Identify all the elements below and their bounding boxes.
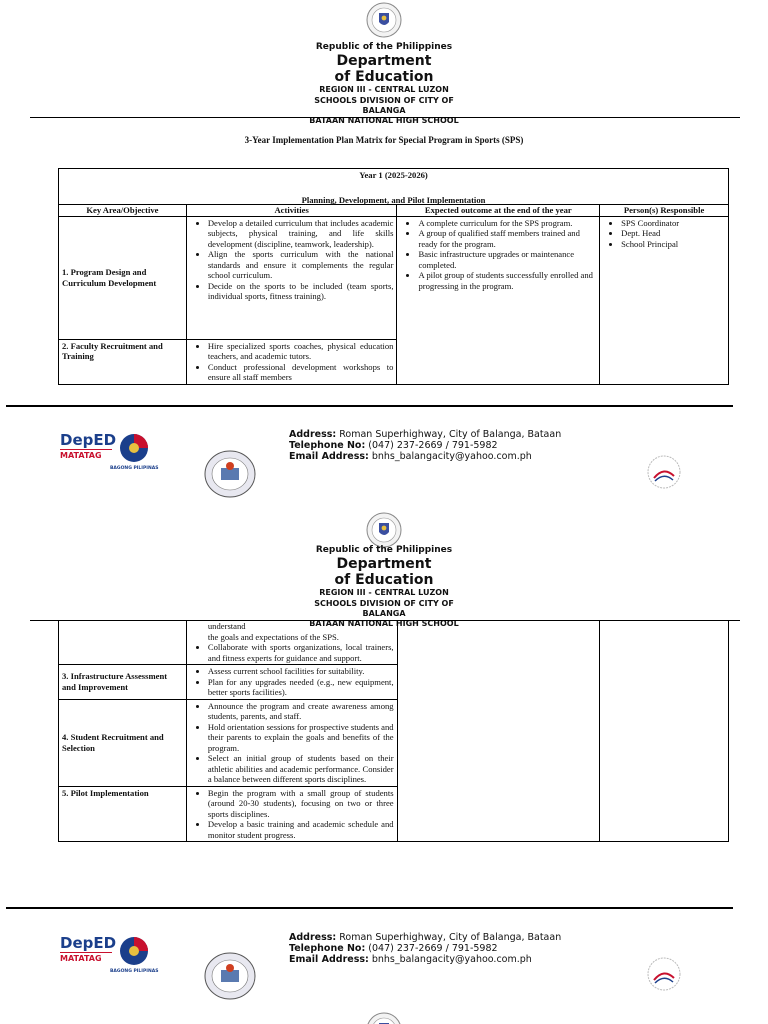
deped-matatag-logo: DepED MATATAG bbox=[60, 431, 117, 460]
list-item: • Assess current school facilities for suitability. bbox=[208, 666, 394, 677]
year-header bbox=[59, 169, 729, 205]
year-label: Year 1 (2025-2026) bbox=[359, 170, 428, 180]
list-item: • SPS Coordinator bbox=[621, 218, 725, 229]
key-area-cell: 1. Program Design and Curriculum Development bbox=[59, 216, 187, 339]
plan-table-page2 bbox=[58, 620, 729, 842]
col-outcome: Expected outcome at the end of the year bbox=[397, 205, 600, 217]
footer-email: bnhs_balangacity@yahoo.com.ph bbox=[371, 954, 532, 965]
region-text: REGION III - CENTRAL LUZON bbox=[319, 85, 449, 94]
footer-phone: (047) 237-2669 / 791-5982 bbox=[368, 943, 498, 954]
column-header-row bbox=[59, 205, 729, 217]
footer-address: Roman Superhighway, City of Balanga, Bataan bbox=[339, 932, 562, 943]
bagong-pilipinas-icon bbox=[114, 430, 154, 470]
division-line2-page2: BALANGA bbox=[362, 609, 406, 618]
list-item: • Decide on the sports to be included (team sports, individual sports, fitness training). bbox=[208, 281, 394, 302]
activities-cell bbox=[186, 699, 397, 786]
footer-address: Roman Superhighway, City of Balanga, Bataan bbox=[339, 429, 562, 440]
bagong-pilipinas-text: BAGONG PILIPINAS bbox=[110, 466, 159, 471]
division-line2: BALANGA bbox=[362, 106, 406, 115]
list-item: • Basic infrastructure upgrades or maintenance completed. bbox=[418, 249, 596, 270]
bagong-pilipinas-icon-page2 bbox=[114, 933, 154, 973]
activities-cell bbox=[186, 339, 397, 384]
footer-contact: Address: Roman Superhighway, City of Balanga, Bataan Telephone No: (047) 237-2669 / 791-5982 Email Address: bnhs_balangacity@yahoo.com.ph bbox=[289, 429, 562, 462]
list-item: • Hire specialized sports coaches, physical education teachers, and academic tutors. bbox=[208, 341, 394, 362]
bagong-pilipinas-text-page2: BAGONG PILIPINAS bbox=[110, 969, 159, 974]
key-area-cell: 3. Infrastructure Assessment and Improvement bbox=[59, 665, 187, 700]
list-item: • Align the sports curriculum with the national standards and ensure it complements the regular school curriculum. bbox=[208, 249, 394, 281]
republic-text-page2: Republic of the Philippines bbox=[315, 545, 453, 555]
list-item: • Develop a basic training and academic schedule and monitor student progress. bbox=[208, 819, 394, 840]
school-seal-icon bbox=[204, 450, 256, 498]
table-row bbox=[59, 620, 729, 665]
footer-contact-page2: Address: Roman Superhighway, City of Balanga, Bataan Telephone No: (047) 237-2669 / 791-5982 Email Address: bnhs_balangacity@yahoo.com.ph bbox=[289, 932, 562, 965]
deped-seal-icon bbox=[366, 2, 402, 38]
deped-matatag-logo-page2: DepED MATATAG bbox=[60, 934, 117, 963]
department-title: Department of Education bbox=[334, 53, 434, 85]
list-item: • Select an initial group of students based on their athletic abilities and academic performance. Consider a balance between different sports disciplines. bbox=[208, 753, 394, 785]
list-item: • A group of qualified staff members trained and ready for the program. bbox=[418, 228, 596, 249]
list-item: • Collaborate with sports organizations, local trainers, and fitness experts for guidance and support. bbox=[208, 642, 394, 663]
school-name-page2: BATAAN NATIONAL HIGH SCHOOL bbox=[309, 619, 459, 628]
division-line1-page2: SCHOOLS DIVISION OF CITY OF bbox=[314, 599, 454, 608]
phase-label: Planning, Development, and Pilot Implementation bbox=[301, 194, 486, 205]
school-seal-icon-page2 bbox=[204, 952, 256, 1000]
list-item: • Develop a detailed curriculum that includes academic subjects, physical training, and life skills development (discipline, teamwork, leadership). bbox=[208, 218, 394, 250]
footer-phone: (047) 237-2669 / 791-5982 bbox=[368, 440, 498, 451]
excellence-seal-icon-page2 bbox=[646, 954, 682, 994]
activities-cell bbox=[186, 786, 397, 842]
list-item: • Conduct professional development workshops to ensure all staff members bbox=[208, 362, 394, 383]
key-area-cell: 2. Faculty Recruitment and Training bbox=[59, 339, 187, 384]
activities-cell: understand the goals and expectations of the SPS. • Collaborate with sports organizations, local trainers, and fitness experts for guidance and support. bbox=[186, 620, 397, 665]
key-area-cell: 4. Student Recruitment and Selection bbox=[59, 699, 187, 786]
republic-text: Republic of the Philippines bbox=[315, 42, 453, 52]
persons-cell bbox=[600, 620, 729, 842]
plan-table-page1 bbox=[58, 168, 729, 385]
table-row bbox=[59, 216, 729, 339]
list-item: • Hold orientation sessions for prospective students and their parents to explain the goals and benefits of the program. bbox=[208, 722, 394, 754]
excellence-seal-icon bbox=[646, 452, 682, 492]
header-rule bbox=[30, 117, 740, 118]
outcomes-cell bbox=[397, 620, 600, 842]
col-activities: Activities bbox=[186, 205, 397, 217]
col-key-area: Key Area/Objective bbox=[59, 205, 187, 217]
page-separator bbox=[6, 405, 733, 407]
key-area-cell bbox=[59, 620, 187, 665]
deped-seal-icon-page2 bbox=[366, 512, 402, 548]
list-item: • Plan for any upgrades needed (e.g., new equipment, better sports facilities). bbox=[208, 677, 394, 698]
region-text-page2: REGION III - CENTRAL LUZON bbox=[319, 588, 449, 597]
division-line1: SCHOOLS DIVISION OF CITY OF bbox=[314, 96, 454, 105]
col-persons: Person(s) Responsible bbox=[600, 205, 729, 217]
key-area-cell: 5. Pilot Implementation bbox=[59, 786, 187, 842]
persons-cell bbox=[600, 216, 729, 384]
department-title-page2: Department of Education bbox=[334, 556, 434, 588]
activities-cell bbox=[186, 665, 397, 700]
table-page1-clip bbox=[58, 168, 730, 386]
list-item: • Begin the program with a small group of students (around 20-30 students), focusing on two or three sports disciplines. bbox=[208, 788, 394, 820]
list-item: • A pilot group of students successfully enrolled and progressing in the program. bbox=[418, 270, 596, 291]
list-item: • A complete curriculum for the SPS program. bbox=[418, 218, 596, 229]
list-item: • School Principal bbox=[621, 239, 725, 250]
footer-email: bnhs_balangacity@yahoo.com.ph bbox=[371, 451, 532, 462]
school-name: BATAAN NATIONAL HIGH SCHOOL bbox=[309, 116, 459, 125]
activities-cell bbox=[186, 216, 397, 339]
list-item: • Announce the program and create awareness among students, parents, and staff. bbox=[208, 701, 394, 722]
list-item: • Dept. Head bbox=[621, 228, 725, 239]
deped-seal-icon-page3 bbox=[366, 1012, 402, 1024]
outcomes-cell bbox=[397, 216, 600, 384]
page-separator-2 bbox=[6, 907, 733, 909]
document-title: 3-Year Implementation Plan Matrix for Special Program in Sports (SPS) bbox=[244, 135, 524, 145]
